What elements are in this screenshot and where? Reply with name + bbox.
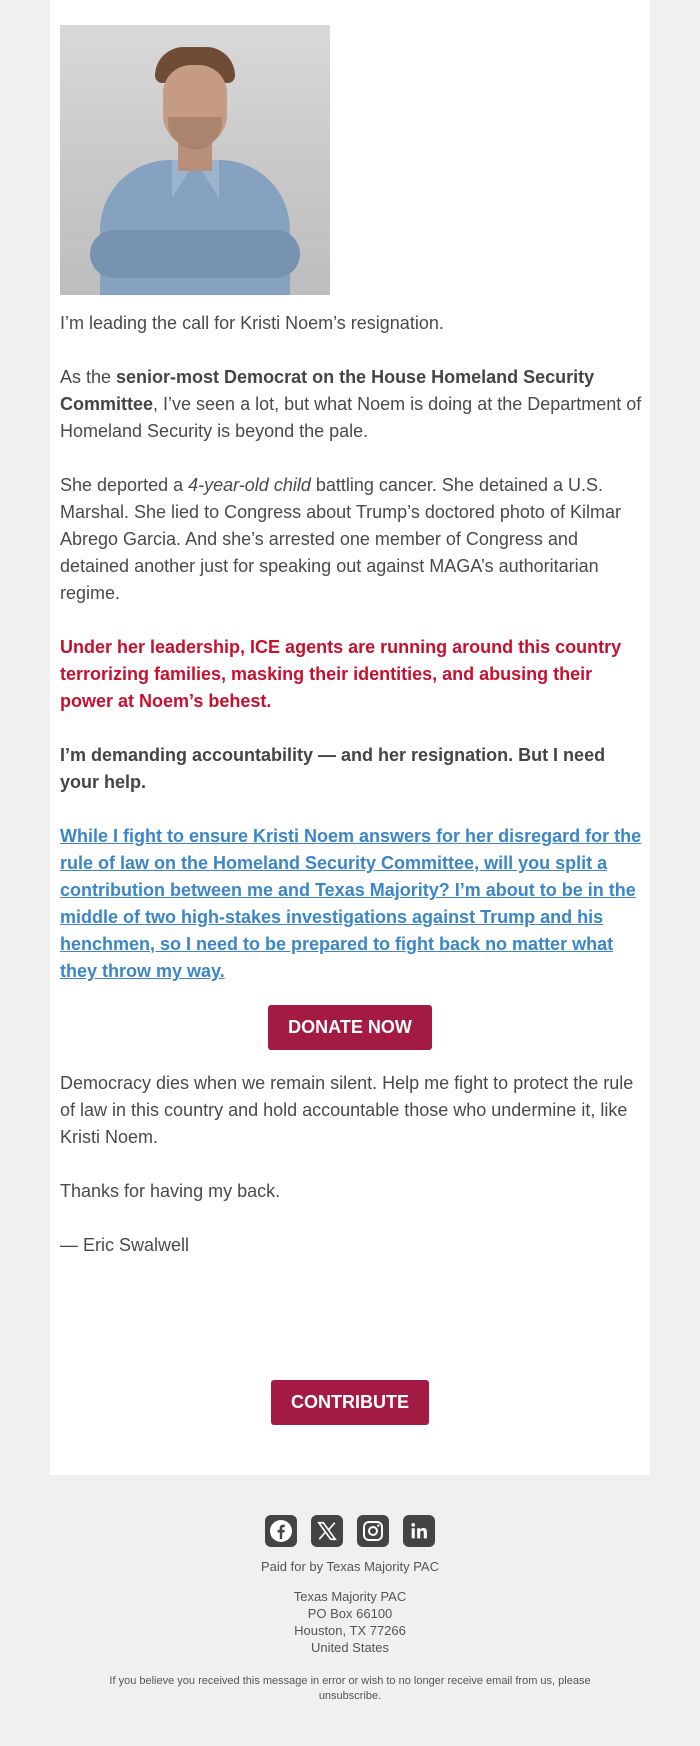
paragraph-contribution-link bbox=[60, 823, 645, 985]
paragraph-thanks: Thanks for having my back. bbox=[60, 1181, 281, 1201]
address-line: United States bbox=[310, 1640, 390, 1655]
paid-for-disclaimer: Paid for by Texas Majority PAC bbox=[261, 1559, 439, 1574]
contribution-link[interactable]: While I fight to ensure Kristi Noem answers for her disregard for the rule of law on the Homeland Security Committee, will you split a contribution between me and Texas Majority? I’m about to be in the middle of two high-stakes investigations against Trump and his henchmen, so I need to be prepared to fight back no matter what they throw my way. bbox=[60, 826, 642, 981]
paragraph-intro: I’m leading the call for Kristi Noem’s resignation. bbox=[60, 313, 444, 333]
contribute-button[interactable]: CONTRIBUTE bbox=[271, 1380, 429, 1425]
author-photo bbox=[60, 25, 330, 295]
donate-now-button[interactable]: DONATE NOW bbox=[268, 1005, 432, 1050]
paragraph-committee: As the senior-most Democrat on the House Homeland Security Committee, I’ve seen a lot, but what Noem is doing at the Department of Homeland Security is beyond the pale. bbox=[60, 367, 642, 441]
paragraph-democracy: Democracy dies when we remain silent. Help me fight to protect the rule of law in this country and hold accountable those who undermine it, like Kristi Noem. bbox=[60, 1073, 634, 1147]
mailing-address bbox=[0, 1588, 700, 1656]
paragraph-accountability: I’m demanding accountability — and her resignation. But I need your help. bbox=[60, 745, 606, 792]
linkedin-icon[interactable] bbox=[403, 1515, 435, 1547]
signature: — Eric Swalwell bbox=[60, 1235, 190, 1255]
address-line: PO Box 66100 bbox=[307, 1606, 393, 1621]
x-icon[interactable] bbox=[311, 1515, 343, 1547]
facebook-icon[interactable] bbox=[265, 1515, 297, 1547]
unsubscribe-link[interactable]: unsubscribe. bbox=[318, 1690, 382, 1702]
paragraph-ice-warning: Under her leadership, ICE agents are running around this country terrorizing families, masking their identities, and abusing their power at Noem’s behest. bbox=[60, 637, 622, 711]
address-line: Texas Majority PAC bbox=[293, 1589, 407, 1604]
address-line: Houston, TX 77266 bbox=[294, 1623, 406, 1638]
instagram-icon[interactable] bbox=[357, 1515, 389, 1547]
paragraph-deportation: She deported a 4-year-old child battling cancer. She detained a U.S. Marshal. She lied to Congress about Trump’s doctored photo of Kilmar Abrego Garcia. And she’s arrested one member of Congress and detained another just for speaking out against MAGA’s authoritarian regime. bbox=[60, 475, 621, 603]
unsubscribe-notice: If you believe you received this message in error or wish to no longer receive email from us, please unsubscribe. bbox=[109, 1675, 591, 1702]
